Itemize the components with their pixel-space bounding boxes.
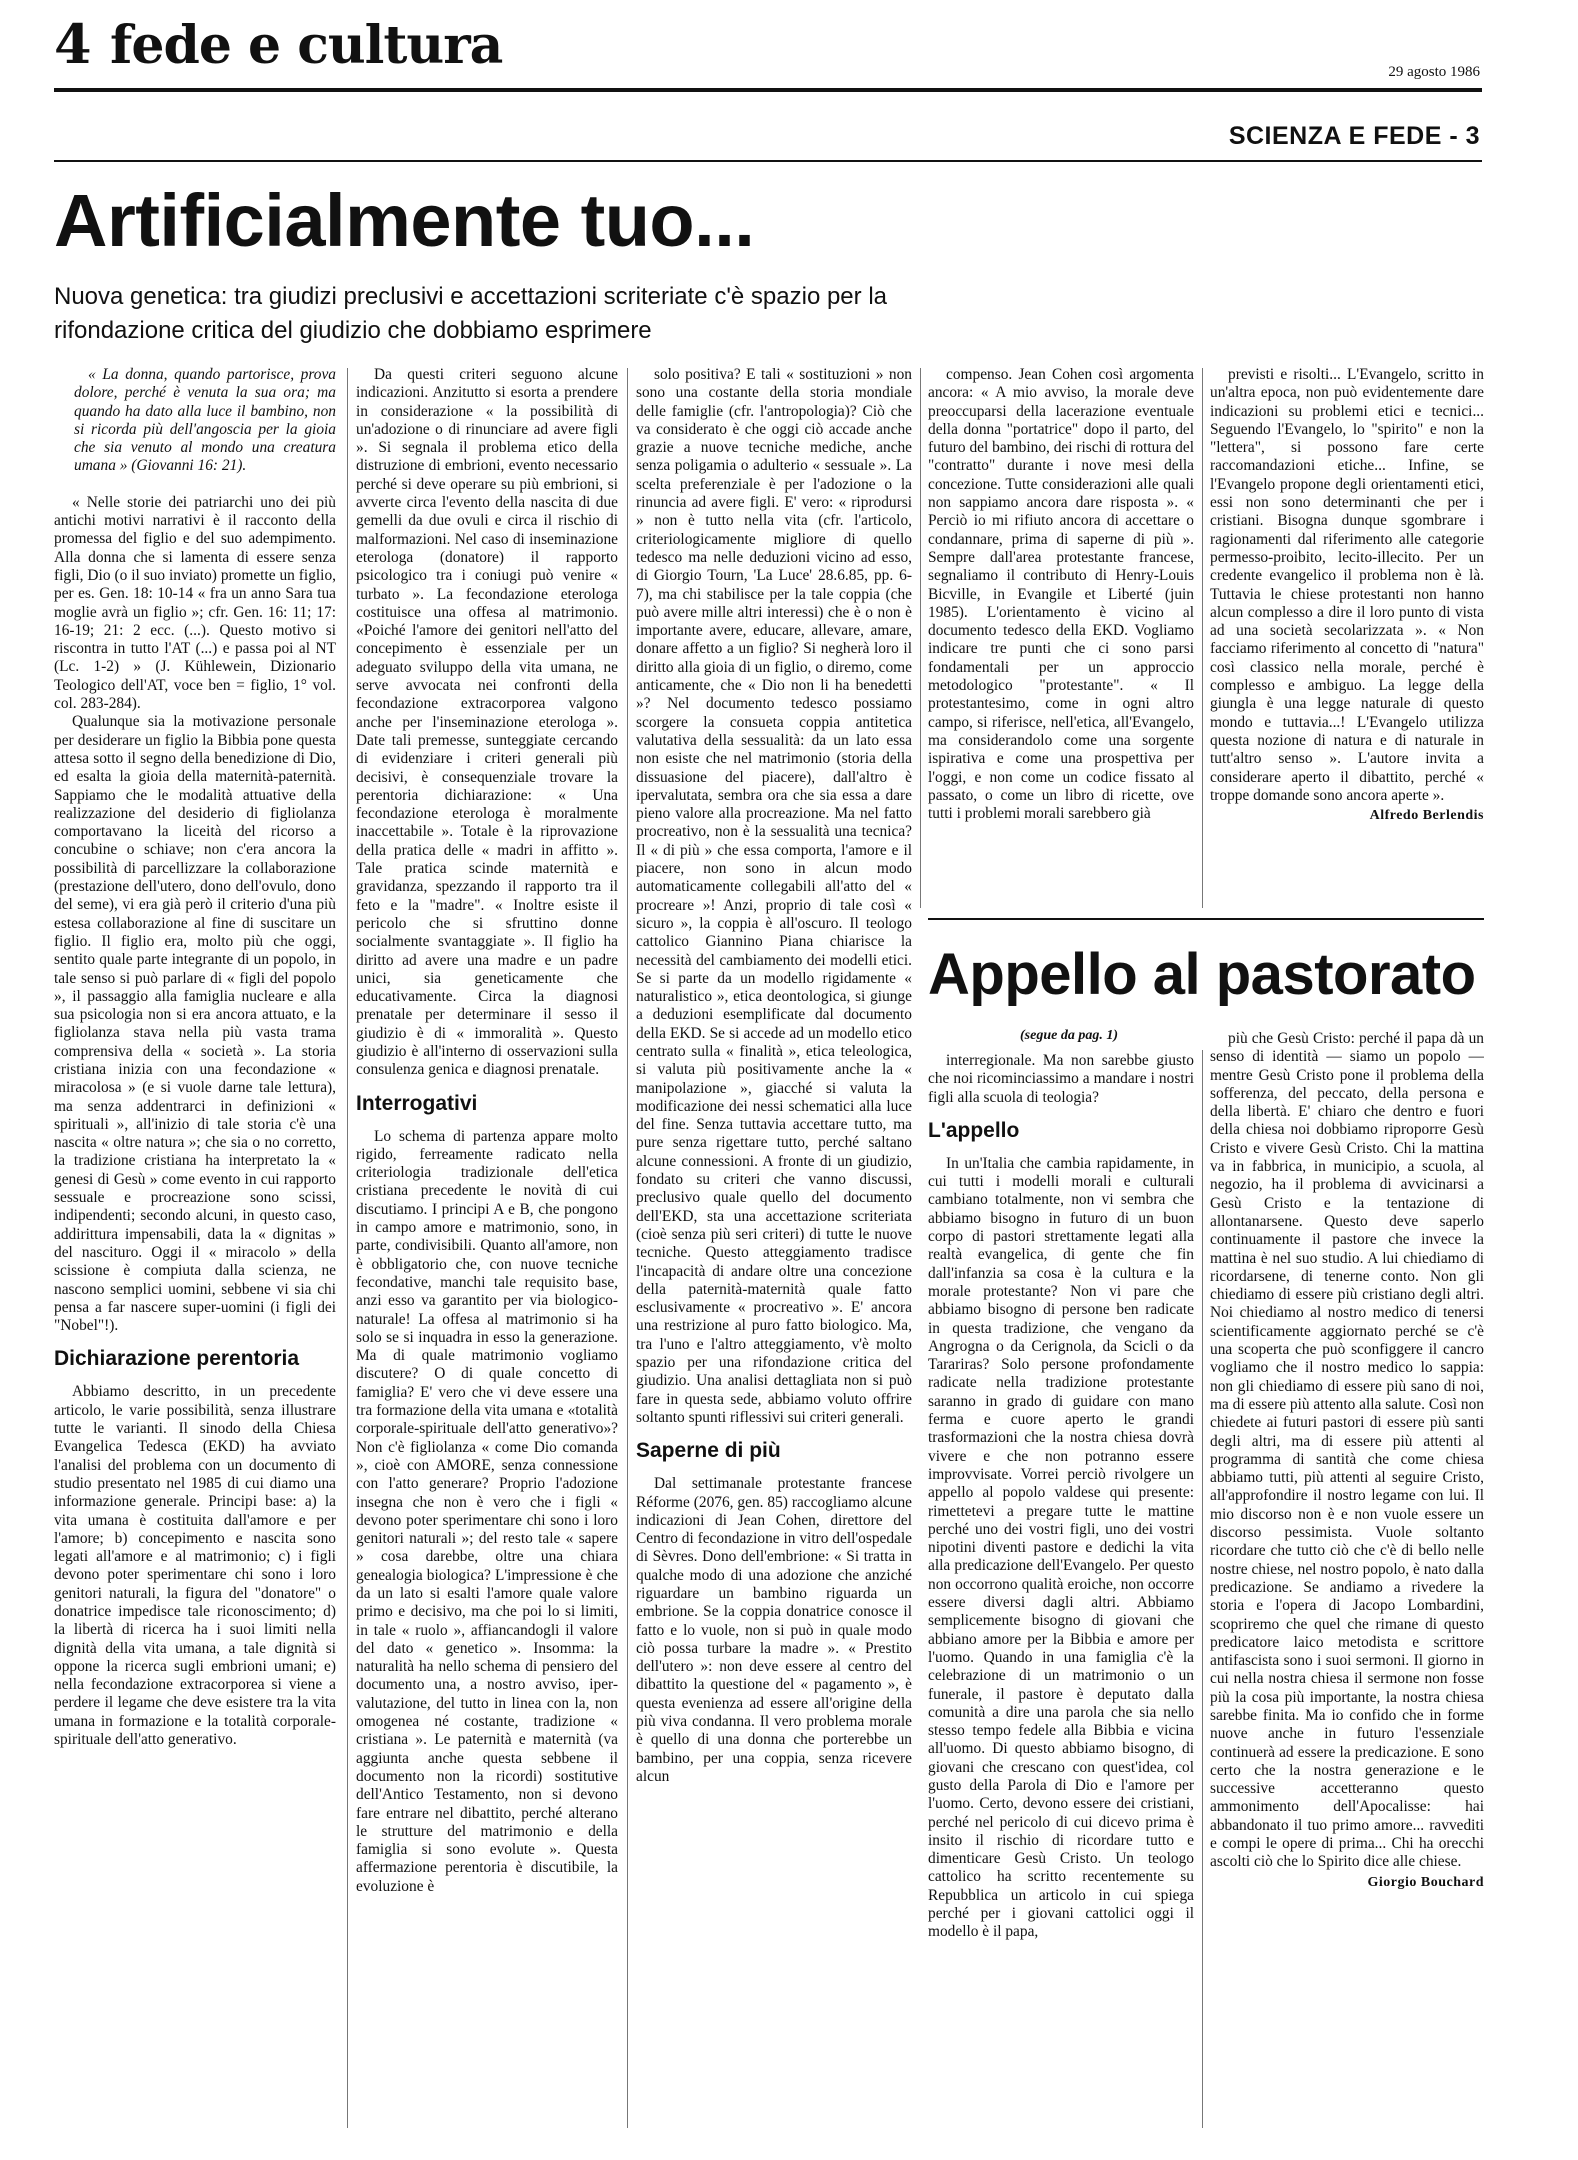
epigraph: « La donna, quando partorisce, prova dolore, perché è venuta la sua ora; ma quando ha dato alla luce il bambino, non si ricorda più dell'angoscia per la gioia che sia venuto al mondo una creatura umana » (Giovanni 16: 21). — [74, 366, 336, 475]
page-number: 4 — [54, 12, 92, 76]
column-divider — [920, 368, 921, 908]
article-column-3 — [636, 366, 912, 2158]
header-rule — [54, 88, 1482, 92]
series-label: SCIENZA E FEDE - 3 — [1228, 122, 1480, 150]
column-divider — [1202, 1050, 1203, 2128]
column-divider — [347, 368, 348, 2128]
column-divider — [627, 368, 628, 2128]
article-headline: Artificialmente tuo... — [54, 179, 755, 262]
article2-column-2 — [1210, 1030, 1484, 2156]
paragraph: Qualunque sia la motivazione personale per desiderare un figlio la Bibbia pone questa attesa sotto il segno della benedizione di Dio, ed esalta la gioia della maternità-paternità. Sappiamo che le modalità attuative della realizzazione del desiderio di figliolanza comportavano la liceità del ricorso a concubine o schiave; non c'era ancora la possibilità di parcellizzare la collaborazione (prestazione dell'utero, dono dell'ovulo, dono del seme), vi era già però il criterio d'una più estesa collaborazione al fine di suscitare un figlio. Il figlio era, molto più che oggi, sentito quale parte integrante di un popolo, in tale senso si può parlare di « figli del popolo », il passaggio alla famiglia nucleare e alla sua psicologia non si era ancora attuato, e la figliolanza stava nella più vasta trama comprensiva della « società ». La storia cristiana inizia con una fecondazione « miracolosa » (e si vuole darne tale lettura), ma senza addentrarci in definizioni « spirituali », all'inizio di tale storia c'è una nascita « oltre natura »; che sia o no corretto, la tradizione cristiana ha interpretato la « genesi di Gesù » come evento in cui rapporto sessuale e procreazione sono scissi, indipendenti; secondo alcuni, in questo caso, addirittura impensabili, data la « dignitas » del nascituro. Oggi il « miracolo » della scissione è compiuta dalla scienza, ne nascono semplici uomini, sebbene vi sia chi pensa a far nascere super-uomini (i figli dei "Nobel"!). — [54, 713, 336, 1335]
subheading: Interrogativi — [356, 1091, 478, 1115]
article-column-2 — [356, 366, 618, 2158]
subheading: Dichiarazione perentoria — [54, 1347, 300, 1371]
author-signature: Alfredo Berlendis — [1369, 808, 1484, 824]
paragraph: compenso. Jean Cohen così argomenta ancora: « A mio avviso, la morale deve preoccuparsi della lacerazione eventuale della donna "portatrice" dopo il parto, del futuro del bambino, dei rischi di rottura del "contratto" durante i nove mesi della concezione. Tutte considerazioni alle quali non sappiamo ancora dare risposta ». « Perciò io mi rifiuto ancora di accettare o condannare, prima di saperne di più ». Sempre dall'area protestante francese, segnaliamo il contributo di Henry-Louis Bicville, in Evangile et Liberté (juin 1985). L'orientamento è vicino al documento tedesco della EKD. Vogliamo indicare tre punti che ci sono parsi fondamentali per un approccio metodologico "protestante". « Il protestantesimo, come in ogni altro campo, si riferisce, nell'etica, all'Evangelo, ma considerandolo come una sorgente ispirativa e come una prospettiva per l'oggi, e non come un codice fissato al passato, o come un libro di ricette, ove tutti i problemi morali sarebbero già — [928, 366, 1194, 823]
continued-note: (segue da pag. 1) — [1020, 1028, 1118, 1043]
series-rule — [54, 160, 1482, 162]
paragraph: interregionale. Ma non sarebbe giusto che noi ricominciassimo a mandare i nostri figli alla scuola di teologia? — [928, 1052, 1194, 1106]
subheading: L'appello — [928, 1118, 1020, 1142]
paragraph: previsti e risolti... L'Evangelo, scritto in un'altra epoca, non può evidentemente dare indicazioni su problemi etici e tecnici... Seguendo l'Evangelo, lo "spirito" e non la "lettera", si possono fare certe raccomandazioni etiche... Infine, se l'Evangelo propone degli orientamenti etici, essi non sono determinanti che per i cristiani. Bisogna dunque sgombrare i ragionamenti dal riferimento alle categorie permesso-proibito, lecito-illecito. Per un credente evangelico il problema non è là. Tuttavia le chiese protestanti non hanno alcun complesso a dire il loro punto di vista ad una società secolarizzata ». « Non facciamo riferimento al concetto di "natura" così classico nella morale, perché è complesso e ambiguo. La legge della giungla è una legge naturale di questo mondo e tuttavia...! L'Evangelo utilizza questa nozione di natura e di naturale in tutt'altro senso ». L'autore invita a considerare aperto il dibattito, perché « troppe domande sono ancora aperte ». — [1210, 366, 1484, 804]
article-column-5 — [1210, 366, 1484, 912]
article-separator-rule — [928, 918, 1484, 920]
paragraph: « Nelle storie dei patriarchi uno dei più antichi motivi narrativi è il racconto della promessa del figlio e del suo adempimento. Alla donna che si lamenta di essere senza figli, Dio (o il suo inviato) promette un figlio, per es. Gen. 18: 10-14 « fra un anno Sara tua moglie avrà un figlio »; cfr. Gen. 16: 11; 17: 16-19; 21: 2 ecc. (...). Questo motivo si riscontra in tutto l'AT (...) e passa poi al NT (Lc. 1-2) » (J. Kühlewein, Dizionario Teologico dell'AT, voce ben = figlio, 1° vol. col. 283-284). — [54, 493, 336, 713]
article-column-4 — [928, 366, 1194, 912]
paragraph: In un'Italia che cambia rapidamente, in cui tutti i modelli morali e culturali cambiano totalmente, non vi sembra che abbiamo bisogno in futuro di un buon corpo di pastori strettamente legati alla realtà evangelica, di gente che fin dall'infanzia sa cosa è la cultura e la morale protestante? Non vi pare che abbiamo bisogno di persone ben radicate in questa tradizione, che vengano da Angrogna o da Cerignola, da Scicli o da Tarariras? Solo persone profondamente radicate nella tradizione protestante saranno in grado di guidare con mano ferma e cuore aperto le grandi trasformazioni che la nostra chiesa dovrà vivere e che non potranno essere improvvisate. Vorrei perciò rivolgere un appello al popolo valdese qui presente: rimettetevi a pregare tutte le mattine perché uno dei vostri figli, uno dei vostri nipotini diventi pastore e dedichi la vita alla predicazione dell'Evangelo. Per questo non occorrono qualità eroiche, non occorre essere diversi dagli altri. Abbiamo semplicemente bisogno di giovani che abbiano amore per la Bibbia e amore per l'uomo. Quando in una famiglia c'è la celebrazione di un matrimonio o un funerale, il pastore è deputato dalla comunità a dire una parola che sia nello stesso tempo fedele alla Bibbia e vicina all'uomo. Di questo abbiamo bisogno, di giovani che crescano con quest'idea, col gusto della Parola di Dio e l'amore per l'uomo. Certo, devono essere dei cristiani, perché nel pericolo di cui dicevo prima è insito il rischio di ricordare tutto e dimenticare Gesù Cristo. Un teologo cattolico ha scritto recentemente su Repubblica un articolo in cui spiega perché per i giovani cattolici oggi il modello è il papa, — [928, 1154, 1194, 1941]
paragraph: più che Gesù Cristo: perché il papa dà un senso di identità — siamo un popolo — mentre Gesù Cristo pone il problema della sofferenza, del peccato, della persona e della libertà. E' chiaro che dentro e fuori della chiesa noi dobbiamo riproporre Gesù Cristo e vivere Gesù Cristo. Chi la mattina va in fabbrica, in municipio, a scuola, al negozio, ha il problema di avvicinarsi a Gesù Cristo e la tentazione di allontanarsene. Questo deve saperlo continuamente il pastore che invece la mattina è nel suo studio. A lui chiediamo di ricordarsene, di tenerne conto. Non gli chiediamo di essere più cristiano degli altri. Noi chiediamo al nostro medico di tenersi scientificamente aggiornato perché se c'è una scoperta che può sconfiggere il cancro vogliamo che il nostro medico lo sappia: non gli chiediamo di essere più sano di noi, ma di essere più attento alla salute. Così non chiedete ai futuri pastori di essere più santi degli altri, ma di essere più attenti al programma di santità che come chiesa abbiamo tutti, più attenti al seguire Cristo, all'approfondire il nostro legame con lui. Il mio discorso non è e non vuole essere un discorso pessimista. Vuole soltanto ricordare che tutto ciò che c'è di bello nelle nostre chiese, nel nostro popolo, è nato dalla predicazione. Se andiamo a rivedere la storia e l'opera di Jacopo Lombardini, scopriremo che quel che rimane di questo predicatore laico metodista e scrittore antifascista sono i suoi sermoni. Il giorno in cui nella nostra chiesa il sermone non fosse più la cosa più importante, la nostra chiesa sarebbe finita. Ma io confido che in forme nuove anche in futuro l'essenziale continuerà ad essere la predicazione. E sono certo che la nostra generazione e le successive accetteranno questo ammonimento dell'Apocalisse: hai abbandonato il tuo primo amore... ravvediti e compi le opere di prima... Chi ha orecchi ascolti ciò che lo Spirito dice alle chiese. — [1210, 1030, 1484, 1871]
article-column-1 — [54, 366, 336, 2158]
author-signature: Giorgio Bouchard — [1367, 1874, 1484, 1890]
article2-column-1 — [928, 1052, 1194, 2156]
paragraph: Abbiamo descritto, in un precedente articolo, le varie possibilità, senza illustrare tutte le varianti. Il sinodo della Chiesa Evangelica Tedesca (EKD) ha avviato l'analisi del problema con un documento di studio presentato nel 1985 di cui diamo una informazione generale. Principi base: a) la vita umana è costituita dall'amore e per l'amore; b) concepimento e nascita sono legati all'amore e al matrimonio; c) i figli devono poter sperimentare chi sono i loro genitori naturali, la figura del "donatore" o donatrice impedisce tale riconoscimento; d) la libertà di ricerca ha i suoi limiti nella dignità della vita umana, a tale dignità si oppone la ricerca sugli embrioni umani; e) nella fecondazione extracorporea si viene a perdere il legame che deve esistere tra la vita umana in formazione e la totalità corporale-spirituale dell'atto generativo. — [54, 1383, 336, 1749]
paragraph: solo positiva? E tali « sostituzioni » non sono una costante della storia mondiale delle famiglie (cfr. l'antropologia)? Ciò che va considerato è che oggi ciò accade anche grazie a nuove tecniche mediche, anche senza poligamia o adulterio « sessuale ». La scelta preferenziale è per l'adozione o la rinuncia ad avere figli. E' vero: « riprodursi » non è tutto nella vita (cfr. l'articolo, criteriologicamente migliore di quello tedesco ma nelle deduzioni vicino ad esso, di Giorgio Tourn, 'La Luce' 28.6.85, pp. 6-7), ma chi stabilisce per la tale coppia (che può avere mille altri interessi) che è o non è importante avere, educare, allevare, amare, donare affetto a un figlio? Si negherà loro il diritto alla gioia di un figlio, o diremo, come anticamente, che « Dio non li ha benedetti »? Nel documento tedesco possiamo scorgere la consueta coppia antitetica valutativa della sessualità: da un lato essa non esiste che nel matrimonio (storia della dissuasione del piacere), dall'altro è ipervalutata, sembra ora che sia essa a dare pieno valore alla procreazione. Ma nel fatto procreativo, non è la sessualità una tecnica? Il « di più » che essa comporta, l'amore e il piacere, non sono in alcun modo automaticamente collegabili all'atto del « procreare »! Anzi, proprio di tale così « sicuro », la coppia è all'oscuro. Il teologo cattolico Giannino Piana chiarisce la necessità del cambiamento dei modelli etici. Se si parte da un modello rigidamente « naturalistico », etica deontologica, si giunge a deduzioni esemplificate dal documento della EKD. Se si accede ad un modello etico centrato sulla « finalità », etica teleologica, si valuta più positivamente anche la « manipolazione », giacché si valuta la modificazione dei nessi schematici alla luce del fine. Senza tuttavia accettare tutto, ma pure senza rigettare tutto, perché saltano alcune connessioni. A fronte di un giudizio, fondato su criteri che vanno discussi, preclusivo quale quello del documento dell'EKD, sta una accettazione scriteriata (cioè senza più seri criteri) di tutte le nuove tecniche. Questo atteggiamento tradisce l'incapacità di andare oltre una concezione della paternità-maternità quale fatto esclusivamente « procreativo ». E' ancora una restrizione al puro fatto biologico. Ma, tra l'uno e l'altro atteggiamento, v'è molto spazio per una rifondazione critica del giudizio. Una analisi dettagliata non si può fare in questa sede, abbiamo voluto offrire soltanto spunti riflessivi sui criteri generali. — [636, 366, 912, 1426]
column-divider — [1202, 368, 1203, 908]
issue-date: 29 agosto 1986 — [1388, 64, 1480, 80]
paragraph: Lo schema di partenza appare molto rigido, ferreamente radicato nella criteriologia tradizionale dell'etica cristiana precedente le novità di cui discutiamo. I principi A e B, che pongono in campo amore e matrimonio, sono, in parte, condivisibili. Quanto all'amore, non è obbligatorio che, con nuove tecniche fecondative, manchi tale requisito base, anzi esso va garantito per via biologico-naturale! La offesa al matrimonio si ha solo se si inquadra in esso la generazione. Ma di quale matrimonio vogliamo discutere? O di quale concetto di famiglia? E' vero che vi deve essere una tra formazione della vita umana e «totalità corporale-spirituale dell'atto generativo»? Non c'è figliolanza « come Dio comanda », cioè con AMORE, senza connessione con l'atto generare? Proprio l'adozione insegna che non è vero che i figli « devono poter sperimentare chi sono i loro genitori naturali »; del resto tale « sapere » cosa darebbe, oltre una chiara genealogia biologica? L'impressione è che da un lato si esalti l'amore quale valore primo e decisivo, ma che poi lo si limiti, in tale « ruolo », affiancandogli il valore del dato « genetico ». Insomma: la naturalità ha nello schema di pensiero del documento una, a nostro avviso, iper-valutazione, del tutto in linea con la, non omogenea né costante, tradizione « cristiana ». Le paternità e maternità (va aggiunta anche questa sebbene il documento non la ricordi) sostitutive dell'Antico Testamento, non si devono fare entrare nel dibattito, perché alterano le strutture del matrimonio e della famiglia si sono evolute ». Questa affermazione perentoria è discutibile, la evoluzione è — [356, 1127, 618, 1895]
article-subtitle: Nuova genetica: tra giudizi preclusivi e accettazioni scriteriate c'è spazio per la rifondazione critica del giudizio che dobbiamo esprimere — [54, 283, 887, 344]
section-title: fede e cultura — [110, 15, 503, 76]
subheading: Saperne di più — [636, 1439, 781, 1463]
paragraph: Dal settimanale protestante francese Réforme (2076, gen. 85) raccogliamo alcune indicazioni di Jean Cohen, direttore del Centro di fecondazione in vitro dell'ospedale di Sèvres. Dono dell'embrione: « Si tratta in qualche modo di una adozione che anziché riguardare un bambino riguarda un embrione. Se la coppia donatrice conosce il fatto e lo vuole, non si può in quale modo ciò possa turbare la madre ». « Prestito dell'utero »: non deve essere al centro del dibattito la questione del « pagamento », è questa evenienza ad essere all'origine della più viva condanna. Il vero problema morale è quello di una donna che porterebbe un bambino, per una coppia, senza ricevere alcun — [636, 1475, 912, 1785]
paragraph: Da questi criteri seguono alcune indicazioni. Anzitutto si esorta a prendere in considerazione « la possibilità di un'adozione o di rinunciare ad avere figli ». Si segnala il problema etico della distruzione di embrioni, evento necessario perché si deve operare su più embrioni, si avverte circa l'evento della nascita di due gemelli da due ovuli e circa il rischio di malformazioni. Nel caso di inseminazione eterologa (donatore) il rapporto psicologico tra i coniugi può venire « turbato ». La fecondazione eterologa costituisce una offesa al matrimonio. «Poiché l'amore dei genitori nell'atto del concepimento è essenziale per un adeguato sviluppo della vita umana, ne serve avvocata nei confronti della fecondazione extracorporea valgono anche per l'inseminazione eterologa ». Date tali premesse, sunteggiate cercando di evidenziare i criteri generali più decisivi, è consequenziale trovare la perentoria dichiarazione: « Una fecondazione eterologa è moralmente inaccettabile ». Totale è la riprovazione della pratica delle « madri in affitto ». Tale pratica scinde maternità e gravidanza, spezzando il rapporto tra il feto e la "madre". « Inoltre esiste il pericolo che si sfruttino donne socialmente svantaggiate ». Il figlio ha diritto ad avere una madre e un padre unici, sia geneticamente che educativamente. Circa la diagnosi prenatale per determinare il sesso il giudizio è di « immoralità ». Questo giudizio è all'interno di osservazioni sulla consulenza genica e diagnosi prenatale. — [356, 366, 618, 1079]
article2-headline: Appello al pastorato — [928, 942, 1476, 1007]
